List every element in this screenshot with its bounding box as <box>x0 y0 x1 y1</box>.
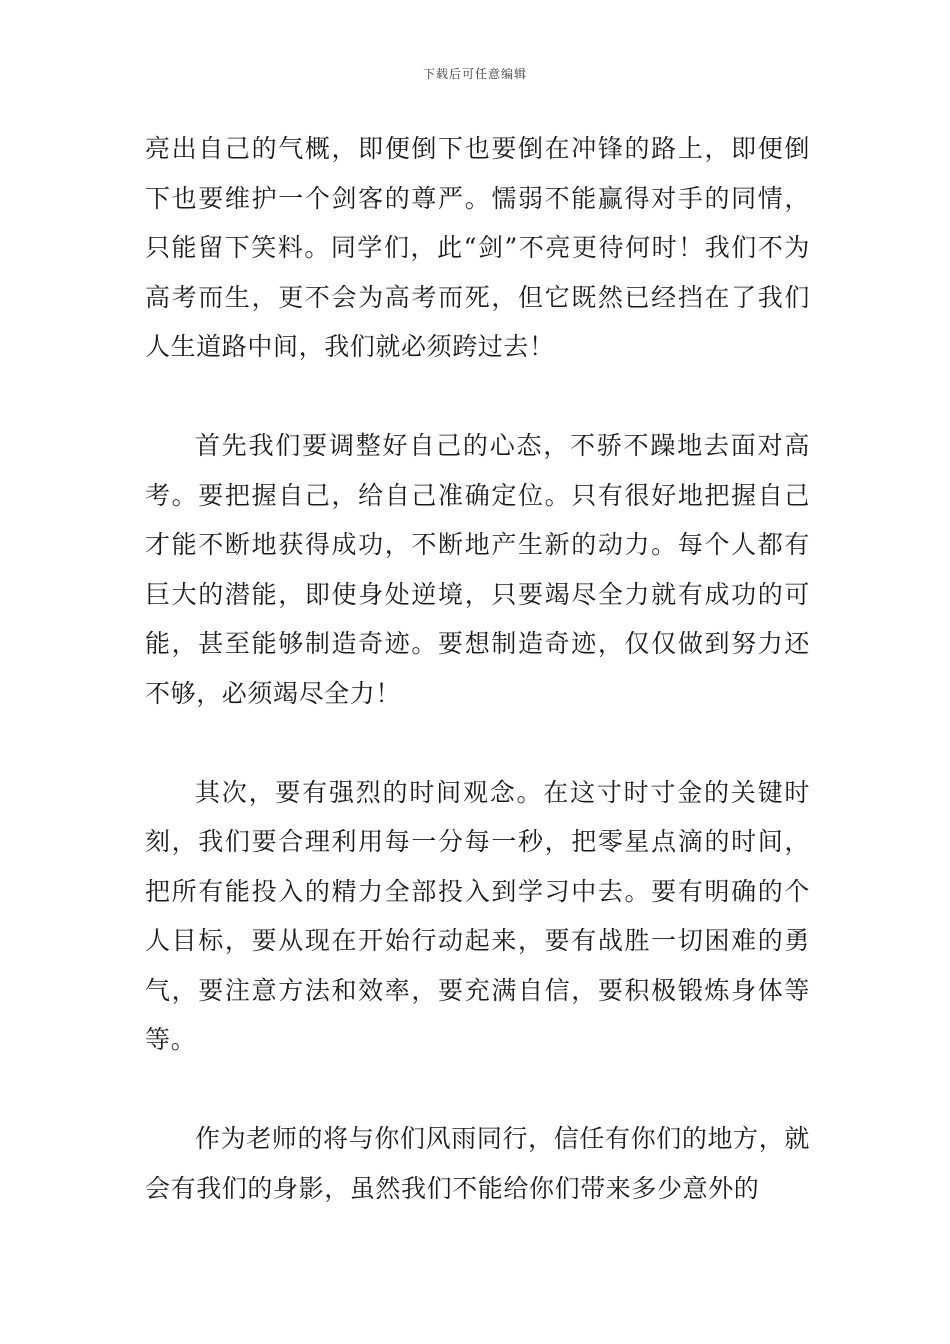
paragraph-1: 亮出自己的气概，即便倒下也要倒在冲锋的路上，即便倒下也要维护一个剑客的尊严。懦弱不能赢得对手的同情，只能留下笑料。同学们，此“剑”不亮更待何时！我们不为高考而生，更不会为高考而死，但它既然已经挡在了我们人生道路中间，我们就必须跨过去！ <box>145 134 810 361</box>
document-body <box>145 124 810 1263</box>
page-header: 下载后可任意编辑 <box>422 67 527 81</box>
paragraph-2: 首先我们要调整好自己的心态，不骄不躁地去面对高考。要把握自己，给自己准确定位。只有很好地把握自己才能不断地获得成功，不断地产生新的动力。每个人都有巨大的潜能，即使身处逆境，只要竭尽全力就有成功的可能，甚至能够制造奇迹。要想制造奇迹，仅仅做到努力还不够，必须竭尽全力！ <box>145 431 810 708</box>
paragraph-4: 作为老师的将与你们风雨同行，信任有你们的地方，就会有我们的身影，虽然我们不能给你们带来多少意外的 <box>145 1124 810 1203</box>
paragraph-3: 其次，要有强烈的时间观念。在这寸时寸金的关键时刻，我们要合理利用每一分每一秒，把零星点滴的时间，把所有能投入的精力全部投入到学习中去。要有明确的个人目标，要从现在开始行动起来，要有战胜一切困难的勇气，要注意方法和效率，要充满自信，要积极锻炼身体等等。 <box>145 777 810 1054</box>
